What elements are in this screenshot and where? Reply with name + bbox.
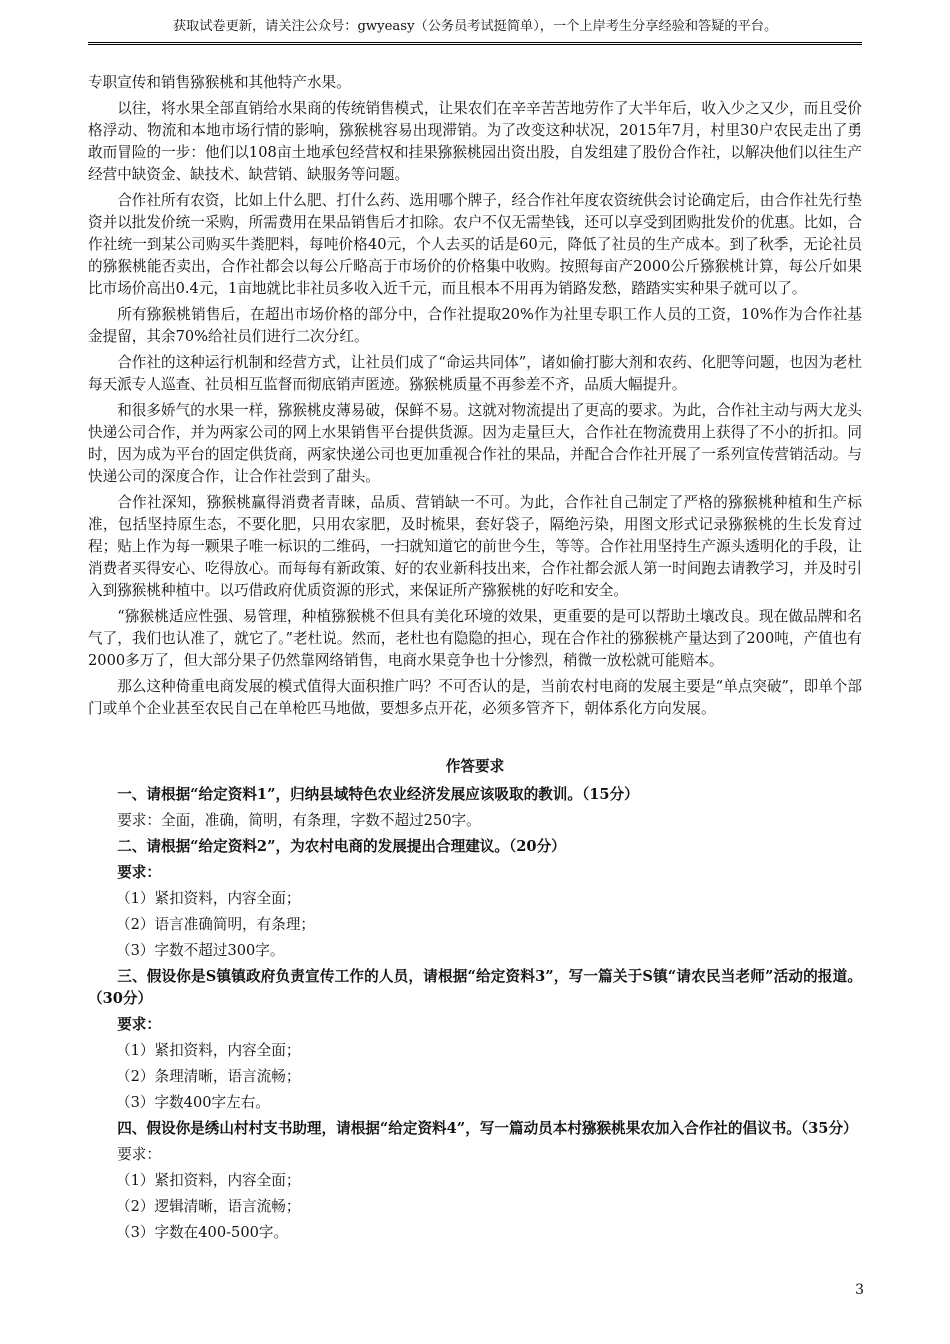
requirement-label: 要求：	[117, 1016, 161, 1033]
requirement-item: （2）逻辑清晰，语言流畅；	[116, 1198, 301, 1215]
paragraph: 那么这种倚重电商发展的模式值得大面积推广吗？不可否认的是，当前农村电商的发展主要是“单点突破”，即单个部门或单个企业甚至农民自己在单枪匹马地做，要想多点开花，必须多管齐下，朝体系化方向发展。	[88, 678, 862, 717]
requirement-item: （2）语言准确简明，有条理；	[116, 916, 316, 933]
document-body	[88, 72, 862, 1248]
paragraph: 以往，将水果全部直销给水果商的传统销售模式，让果农们在辛辛苦苦地劳作了大半年后，收入少之又少，而且受价格浮动、物流和本地市场行情的影响，猕猴桃容易出现滞销。为了改变这种状况，2015年7月，村里30户农民走出了勇敢而冒险的一步：他们以108亩土地承包经营权和挂果猕猴桃园出资出股，自发组建了股份合作社，以解决他们以往生产经营中缺资金、缺技术、缺营销、缺服务等问题。	[88, 100, 862, 183]
requirement-item: （3）字数在400-500字。	[116, 1224, 289, 1241]
paragraph: 合作社深知，猕猴桃赢得消费者青睐，品质、营销缺一不可。为此，合作社自己制定了严格的猕猴桃种植和生产标准，包括坚持原生态，不要化肥，只用农家肥，及时梳果，套好袋子，隔绝污染，用图文形式记录猕猴桃的生长发育过程；贴上作为每一颗果子唯一标识的二维码，一扫就知道它的前世今生，等等。合作社用坚持生产源头透明化的手段，让消费者买得安心、吃得放心。而每每有新政策、好的农业新科技出来，合作社都会派人第一时间跑去请教学习，并及时引入到猕猴桃种植中。以巧借政府优质资源的形式，来保证所产猕猴桃的好吃和安全。	[88, 494, 862, 599]
paragraph: 合作社所有农资，比如上什么肥、打什么药、选用哪个牌子，经合作社年度农资统供会讨论确定后，由合作社先行垫资并以批发价统一采购，所需费用在果品销售后才扣除。农户不仅无需垫钱，还可以享受到团购批发价的优惠。比如，合作社统一到某公司购买牛粪肥料，每吨价格40元，个人去买的话是60元，降低了社员的生产成本。到了秋季，无论社员的猕猴桃能否卖出，合作社都会以每公斤略高于市场价的价格集中收购。按照每亩产2000公斤猕猴桃计算，每公斤如果比市场价高出0.4元，1亩地就比非社员多收入近千元，而且根本不用再为销路发愁，踏踏实实种果子就可以了。	[88, 192, 862, 297]
paragraph: 合作社的这种运行机制和经营方式，让社员们成了“命运共同体”，诸如偷打膨大剂和农药、化肥等问题，也因为老杜每天派专人巡查、社员相互监督而彻底销声匿迹。猕猴桃质量不再参差不齐，品质大幅提升。	[88, 354, 862, 393]
requirement-item: （3）字数不超过300字。	[116, 942, 285, 959]
requirements-title: 作答要求	[445, 758, 505, 775]
question-1-requirement: 要求：全面，准确，简明，有条理，字数不超过250字。	[117, 812, 481, 829]
paragraph: 专职宣传和销售猕猴桃和其他特产水果。	[88, 74, 351, 91]
question-1: 一、请根据“给定资料1”，归纳县域特色农业经济发展应该吸取的教训。（15分）	[117, 786, 639, 803]
page-header: 获取试卷更新，请关注公众号：gwyeasy（公务员考试挺简单），一个上岸考生分享经验和答疑的平台。	[88, 18, 862, 45]
paragraph: 所有猕猴桃销售后，在超出市场价格的部分中，合作社提取20%作为社里专职工作人员的工资，10%作为合作社基金提留，其余70%给社员们进行二次分红。	[88, 306, 862, 345]
question-2: 二、请根据“给定资料2”，为农村电商的发展提出合理建议。（20分）	[117, 838, 566, 855]
requirement-label: 要求：	[117, 864, 161, 881]
requirement-item: （1）紧扣资料，内容全面；	[116, 1042, 301, 1059]
requirement-label: 要求：	[117, 1146, 161, 1163]
page-number: 3	[855, 1282, 864, 1298]
requirement-item: （3）字数400字左右。	[116, 1094, 270, 1111]
requirement-item: （1）紧扣资料，内容全面；	[116, 1172, 301, 1189]
question-3: 三、假设你是S镇镇政府负责宣传工作的人员，请根据“给定资料3”，写一篇关于S镇“请农民当老师”活动的报道。（30分）	[88, 968, 862, 1007]
requirement-item: （2）条理清晰，语言流畅；	[116, 1068, 301, 1085]
requirement-item: （1）紧扣资料，内容全面；	[116, 890, 301, 907]
paragraph: “猕猴桃适应性强、易管理，种植猕猴桃不但具有美化环境的效果，更重要的是可以帮助土壤改良。现在做品牌和名气了，我们也认准了，就它了。”老杜说。然而，老杜也有隐隐的担心，现在合作社的猕猴桃产量达到了200吨，产值也有2000多万了，但大部分果子仍然靠网络销售，电商水果竞争也十分惨烈，稍微一放松就可能赔本。	[88, 608, 862, 669]
paragraph: 和很多娇气的水果一样，猕猴桃皮薄易破，保鲜不易。这就对物流提出了更高的要求。为此，合作社主动与两大龙头快递公司合作，并为两家公司的网上水果销售平台提供货源。因为走量巨大，合作社在物流费用上获得了不小的折扣。同时，因为成为平台的固定供货商，两家快递公司也更加重视合作社的果品，并配合合作社开展了一系列宣传营销活动。与快递公司的深度合作，让合作社尝到了甜头。	[88, 402, 862, 485]
question-4: 四、假设你是绣山村村支书助理，请根据“给定资料4”，写一篇动员本村猕猴桃果农加入合作社的倡议书。（35分）	[117, 1120, 858, 1137]
